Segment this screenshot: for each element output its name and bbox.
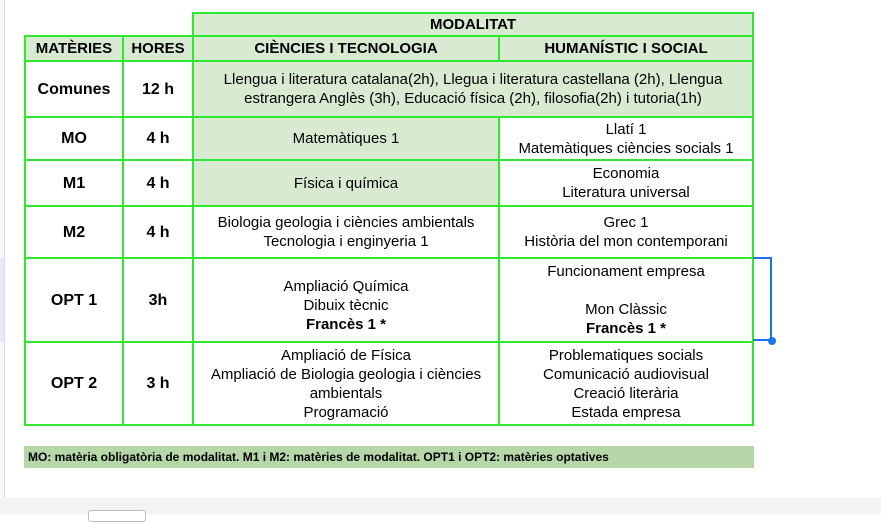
row-hours-m1: 4 h <box>122 159 194 207</box>
subject-line: Dibuix tècnic <box>303 297 389 314</box>
cell-selection-outline[interactable] <box>753 257 772 341</box>
col-header-hores: HORES <box>122 35 194 62</box>
row-header-strip <box>0 0 5 258</box>
subject-line: Matemàtiques ciències socials 1 <box>518 139 734 157</box>
subject-line: Ampliació de Física <box>280 346 412 364</box>
subject-line: Llatí 1 <box>605 120 647 138</box>
m2-humanistic-cell <box>498 205 754 259</box>
m1-ciencies-cell <box>192 159 500 207</box>
m1-humanistic-cell <box>498 159 754 207</box>
legend-note: MO: matèria obligatòria de modalitat. M1 i M2: matèries de modalitat. OPT1 i OPT2: matèries optatives <box>24 446 754 468</box>
m2-ciencies-cell <box>192 205 500 259</box>
subject-line: Comunicació audiovisual <box>543 365 709 383</box>
subject-line: Ampliació de Biologia geologia i ciències <box>210 365 482 383</box>
row-label-mo: MO <box>24 116 124 161</box>
selection-fill-handle[interactable] <box>768 337 776 345</box>
subject-line: Problematiques socials <box>548 346 704 364</box>
subject-line: Programació <box>303 403 389 421</box>
subject-line-bold: Francès 1 * <box>305 316 387 333</box>
row-label-m1: M1 <box>24 159 124 207</box>
row-label-opt2: OPT 2 <box>24 341 124 426</box>
sheet-tab[interactable] <box>88 510 146 522</box>
opt2-ciencies-cell <box>192 341 500 426</box>
empty-area <box>773 0 881 514</box>
subject-line: Història del mon contemporani <box>524 233 728 250</box>
opt1-humanistic-cell <box>498 257 754 343</box>
subject-line: Creació literària <box>573 384 679 402</box>
row-hours-opt2: 3 h <box>122 341 194 426</box>
subject-line: Matemàtiques 1 <box>292 130 400 147</box>
subject-line: Estada empresa <box>571 403 681 421</box>
subject-line-bold: Francès 1 * <box>585 320 667 337</box>
col-header-humanistic: HUMANÍSTIC I SOCIAL <box>498 35 754 62</box>
comunes-subjects-line: estrangera Anglès (3h), Educació física (2h), filosofia(2h) i tutoria(1h) <box>244 90 702 107</box>
modalitat-header: MODALITAT <box>192 12 754 37</box>
opt2-humanistic-cell <box>498 341 754 426</box>
subject-line: Ampliació Química <box>283 278 409 295</box>
opt1-ciencies-cell <box>192 257 500 343</box>
subject-line: Tecnologia i enginyeria 1 <box>263 233 429 250</box>
row-label-m2: M2 <box>24 205 124 259</box>
col-header-materies: MATÈRIES <box>24 35 124 62</box>
subject-line: Literatura universal <box>562 184 690 201</box>
subject-line: Funcionament empresa <box>547 263 705 280</box>
col-header-ciencies: CIÈNCIES I TECNOLOGIA <box>192 35 500 62</box>
comunes-subjects-cell <box>192 60 754 118</box>
subject-line: Física i química <box>293 174 399 192</box>
row-header-strip <box>0 342 5 498</box>
row-hours-m2: 4 h <box>122 205 194 259</box>
row-header-strip-selected <box>0 258 5 342</box>
subject-line: Mon Clàssic <box>585 301 667 318</box>
row-hours-mo: 4 h <box>122 116 194 161</box>
comunes-subjects-line: Llengua i literatura catalana(2h), Llegua i literatura castellana (2h), Llengua <box>223 71 723 88</box>
subject-line: Economia <box>592 165 660 182</box>
subject-line: ambientals <box>309 384 383 402</box>
mo-humanistic-cell <box>498 116 754 161</box>
subject-line: Biologia geologia i ciències ambientals <box>217 214 475 231</box>
row-hours-comunes: 12 h <box>122 60 194 118</box>
row-hours-opt1: 3h <box>122 257 194 343</box>
row-label-opt1: OPT 1 <box>24 257 124 343</box>
row-label-comunes: Comunes <box>24 60 124 118</box>
subject-line: Grec 1 <box>603 214 649 231</box>
mo-ciencies-cell <box>192 116 500 161</box>
